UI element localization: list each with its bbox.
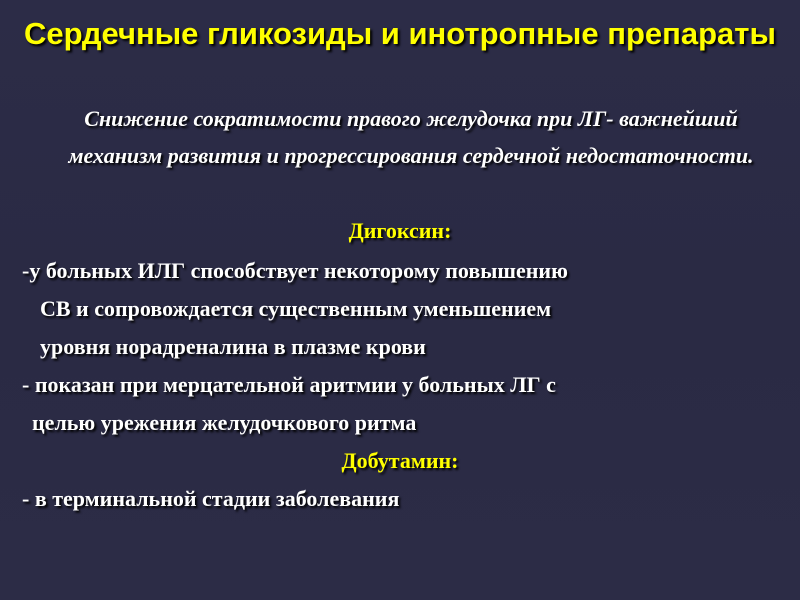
digoxin-line: -у больных ИЛГ способствует некоторому повышению xyxy=(22,258,568,283)
dobutamine-heading: Добутамин: xyxy=(341,448,459,473)
digoxin-heading: Дигоксин: xyxy=(348,218,452,243)
slide-title: Сердечные гликозиды и инотропные препараты xyxy=(24,16,776,51)
digoxin-line: - показан при мерцательной аритмии у больных ЛГ с xyxy=(22,372,556,397)
digoxin-line: СВ и сопровождается существенным уменьшением xyxy=(40,296,552,321)
dobutamine-line: - в терминальной стадии заболевания xyxy=(22,486,400,511)
digoxin-line: уровня норадреналина в плазме крови xyxy=(40,334,426,359)
digoxin-line: целью урежения желудочкового ритма xyxy=(32,410,417,435)
intro-paragraph: Снижение сократимости правого желудочка при ЛГ- важнейший механизм развития и прогрессирования сердечной недостаточности. xyxy=(68,106,754,168)
